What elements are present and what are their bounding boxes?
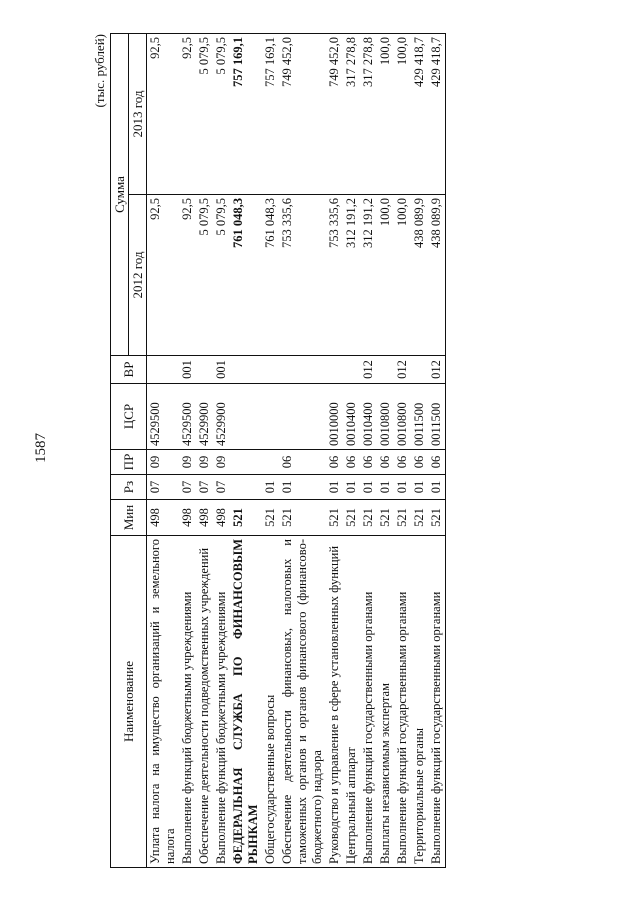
cell-name: Выполнение функций государственными органами xyxy=(428,536,446,868)
cell-y2012: 312 191,2 xyxy=(343,195,360,356)
cell-vr xyxy=(262,356,279,384)
cell-y2013: 92,5 xyxy=(147,34,180,195)
table-row xyxy=(360,34,377,868)
cell-min: 521 xyxy=(279,500,326,536)
cell-csr: 4529900 xyxy=(196,384,213,450)
cell-y2013: 317 278,8 xyxy=(343,34,360,195)
cell-rz: 01 xyxy=(326,475,343,500)
cell-y2012: 5 079,5 xyxy=(196,195,213,356)
cell-y2012: 5 079,5 xyxy=(213,195,230,356)
cell-y2012: 761 048,3 xyxy=(262,195,279,356)
cell-pr: 06 xyxy=(394,450,411,475)
cell-y2013: 429 418,7 xyxy=(428,34,446,195)
cell-name: Выполнение функций бюджетными учреждениями xyxy=(213,536,230,868)
cell-rz: 01 xyxy=(377,475,394,500)
cell-min: 521 xyxy=(230,500,262,536)
cell-rz: 07 xyxy=(147,475,180,500)
cell-csr: 4529500 xyxy=(147,384,180,450)
cell-name: Выплаты независимым экспертам xyxy=(377,536,394,868)
cell-y2012: 92,5 xyxy=(147,195,180,356)
cell-min: 498 xyxy=(213,500,230,536)
cell-name: Территориальные органы xyxy=(411,536,428,868)
cell-rz: 01 xyxy=(279,475,326,500)
header-csr: ЦСР xyxy=(111,384,147,450)
cell-min: 521 xyxy=(360,500,377,536)
cell-y2012: 753 335,6 xyxy=(326,195,343,356)
cell-y2012: 753 335,6 xyxy=(279,195,326,356)
budget-table xyxy=(110,33,446,868)
cell-pr: 06 xyxy=(279,450,326,475)
cell-vr xyxy=(279,356,326,384)
cell-vr xyxy=(411,356,428,384)
cell-vr xyxy=(230,356,262,384)
header-vr: ВР xyxy=(111,356,147,384)
cell-pr: 09 xyxy=(179,450,196,475)
cell-vr: 001 xyxy=(213,356,230,384)
cell-vr: 012 xyxy=(394,356,411,384)
cell-rz: 01 xyxy=(411,475,428,500)
page-number: 1587 xyxy=(33,433,49,463)
cell-y2013: 92,5 xyxy=(179,34,196,195)
cell-rz: 01 xyxy=(343,475,360,500)
cell-pr: 06 xyxy=(428,450,446,475)
cell-csr: 0010800 xyxy=(394,384,411,450)
header-rz: Рз xyxy=(111,475,147,500)
cell-min: 521 xyxy=(377,500,394,536)
cell-pr: 06 xyxy=(326,450,343,475)
table-row xyxy=(326,34,343,868)
cell-min: 521 xyxy=(394,500,411,536)
header-sum: Сумма xyxy=(111,34,129,356)
cell-csr xyxy=(262,384,279,450)
cell-vr: 001 xyxy=(179,356,196,384)
cell-name: Выполнение функций государственными органами xyxy=(360,536,377,868)
cell-y2012: 100,0 xyxy=(377,195,394,356)
header-2013: 2013 год xyxy=(129,34,147,195)
cell-min: 498 xyxy=(179,500,196,536)
header-2012: 2012 год xyxy=(129,195,147,356)
cell-name: Выполнение функций государственными органами xyxy=(394,536,411,868)
cell-y2012: 92,5 xyxy=(179,195,196,356)
table-row xyxy=(377,34,394,868)
table-row xyxy=(196,34,213,868)
cell-vr xyxy=(147,356,180,384)
cell-y2013: 317 278,8 xyxy=(360,34,377,195)
cell-name: Выполнение функций бюджетными учреждениями xyxy=(179,536,196,868)
cell-csr: 4529500 xyxy=(179,384,196,450)
cell-rz: 01 xyxy=(360,475,377,500)
header-min: Мин xyxy=(111,500,147,536)
cell-vr xyxy=(326,356,343,384)
cell-y2013: 757 169,1 xyxy=(230,34,262,195)
cell-y2013: 100,0 xyxy=(377,34,394,195)
cell-vr xyxy=(377,356,394,384)
cell-y2013: 749 452,0 xyxy=(326,34,343,195)
cell-pr xyxy=(262,450,279,475)
cell-name: Общегосударственные вопросы xyxy=(262,536,279,868)
cell-y2013: 429 418,7 xyxy=(411,34,428,195)
cell-pr: 09 xyxy=(196,450,213,475)
units-label: (тыс. рублей) xyxy=(92,34,107,108)
cell-csr xyxy=(230,384,262,450)
cell-rz: 01 xyxy=(428,475,446,500)
table-row xyxy=(179,34,196,868)
table-row xyxy=(411,34,428,868)
cell-pr: 06 xyxy=(411,450,428,475)
rotated-page xyxy=(90,28,600,868)
cell-min: 498 xyxy=(196,500,213,536)
table-row xyxy=(428,34,446,868)
table-row xyxy=(279,34,326,868)
cell-rz: 01 xyxy=(262,475,279,500)
cell-y2012: 100,0 xyxy=(394,195,411,356)
cell-vr: 012 xyxy=(360,356,377,384)
header-name: Наименование xyxy=(111,536,147,868)
cell-min: 498 xyxy=(147,500,180,536)
cell-csr: 0010800 xyxy=(377,384,394,450)
cell-min: 521 xyxy=(343,500,360,536)
cell-pr: 09 xyxy=(147,450,180,475)
table-row xyxy=(262,34,279,868)
cell-y2012: 438 089,9 xyxy=(411,195,428,356)
cell-pr: 06 xyxy=(360,450,377,475)
cell-vr: 012 xyxy=(428,356,446,384)
cell-min: 521 xyxy=(428,500,446,536)
cell-csr: 0010400 xyxy=(343,384,360,450)
cell-pr: 09 xyxy=(213,450,230,475)
cell-min: 521 xyxy=(326,500,343,536)
cell-y2013: 757 169,1 xyxy=(262,34,279,195)
cell-name: Центральный аппарат xyxy=(343,536,360,868)
cell-rz: 07 xyxy=(213,475,230,500)
cell-y2013: 100,0 xyxy=(394,34,411,195)
table-row xyxy=(343,34,360,868)
cell-rz xyxy=(230,475,262,500)
cell-rz: 01 xyxy=(394,475,411,500)
cell-pr xyxy=(230,450,262,475)
cell-name: Обеспечение деятельности подведомственных учреждений xyxy=(196,536,213,868)
cell-name: Уплата налога на имущество организаций и земельного налога xyxy=(147,536,180,868)
cell-vr xyxy=(196,356,213,384)
cell-name: Обеспечение деятельности финансовых, налоговых и таможенных органов и органов финансового (финансово-бюджетного) надзора xyxy=(279,536,326,868)
table-row xyxy=(147,34,180,868)
cell-y2013: 749 452,0 xyxy=(279,34,326,195)
cell-csr: 0011500 xyxy=(411,384,428,450)
cell-y2013: 5 079,5 xyxy=(213,34,230,195)
cell-rz: 07 xyxy=(196,475,213,500)
cell-csr: 4529900 xyxy=(213,384,230,450)
cell-y2012: 312 191,2 xyxy=(360,195,377,356)
cell-min: 521 xyxy=(262,500,279,536)
cell-csr: 0010000 xyxy=(326,384,343,450)
cell-csr xyxy=(279,384,326,450)
table-body xyxy=(147,34,446,868)
table-row xyxy=(394,34,411,868)
cell-csr: 0011500 xyxy=(428,384,446,450)
header-pr: ПР xyxy=(111,450,147,475)
cell-pr: 06 xyxy=(343,450,360,475)
cell-y2012: 438 089,9 xyxy=(428,195,446,356)
table-row xyxy=(230,34,262,868)
cell-vr xyxy=(343,356,360,384)
cell-y2012: 761 048,3 xyxy=(230,195,262,356)
table-row xyxy=(213,34,230,868)
cell-y2013: 5 079,5 xyxy=(196,34,213,195)
cell-name: Руководство и управление в сфере установленных функций xyxy=(326,536,343,868)
cell-min: 521 xyxy=(411,500,428,536)
cell-pr: 06 xyxy=(377,450,394,475)
cell-name: ФЕДЕРАЛЬНАЯ СЛУЖБА ПО ФИНАНСОВЫМ РЫНКАМ xyxy=(230,536,262,868)
cell-csr: 0010400 xyxy=(360,384,377,450)
cell-rz: 07 xyxy=(179,475,196,500)
